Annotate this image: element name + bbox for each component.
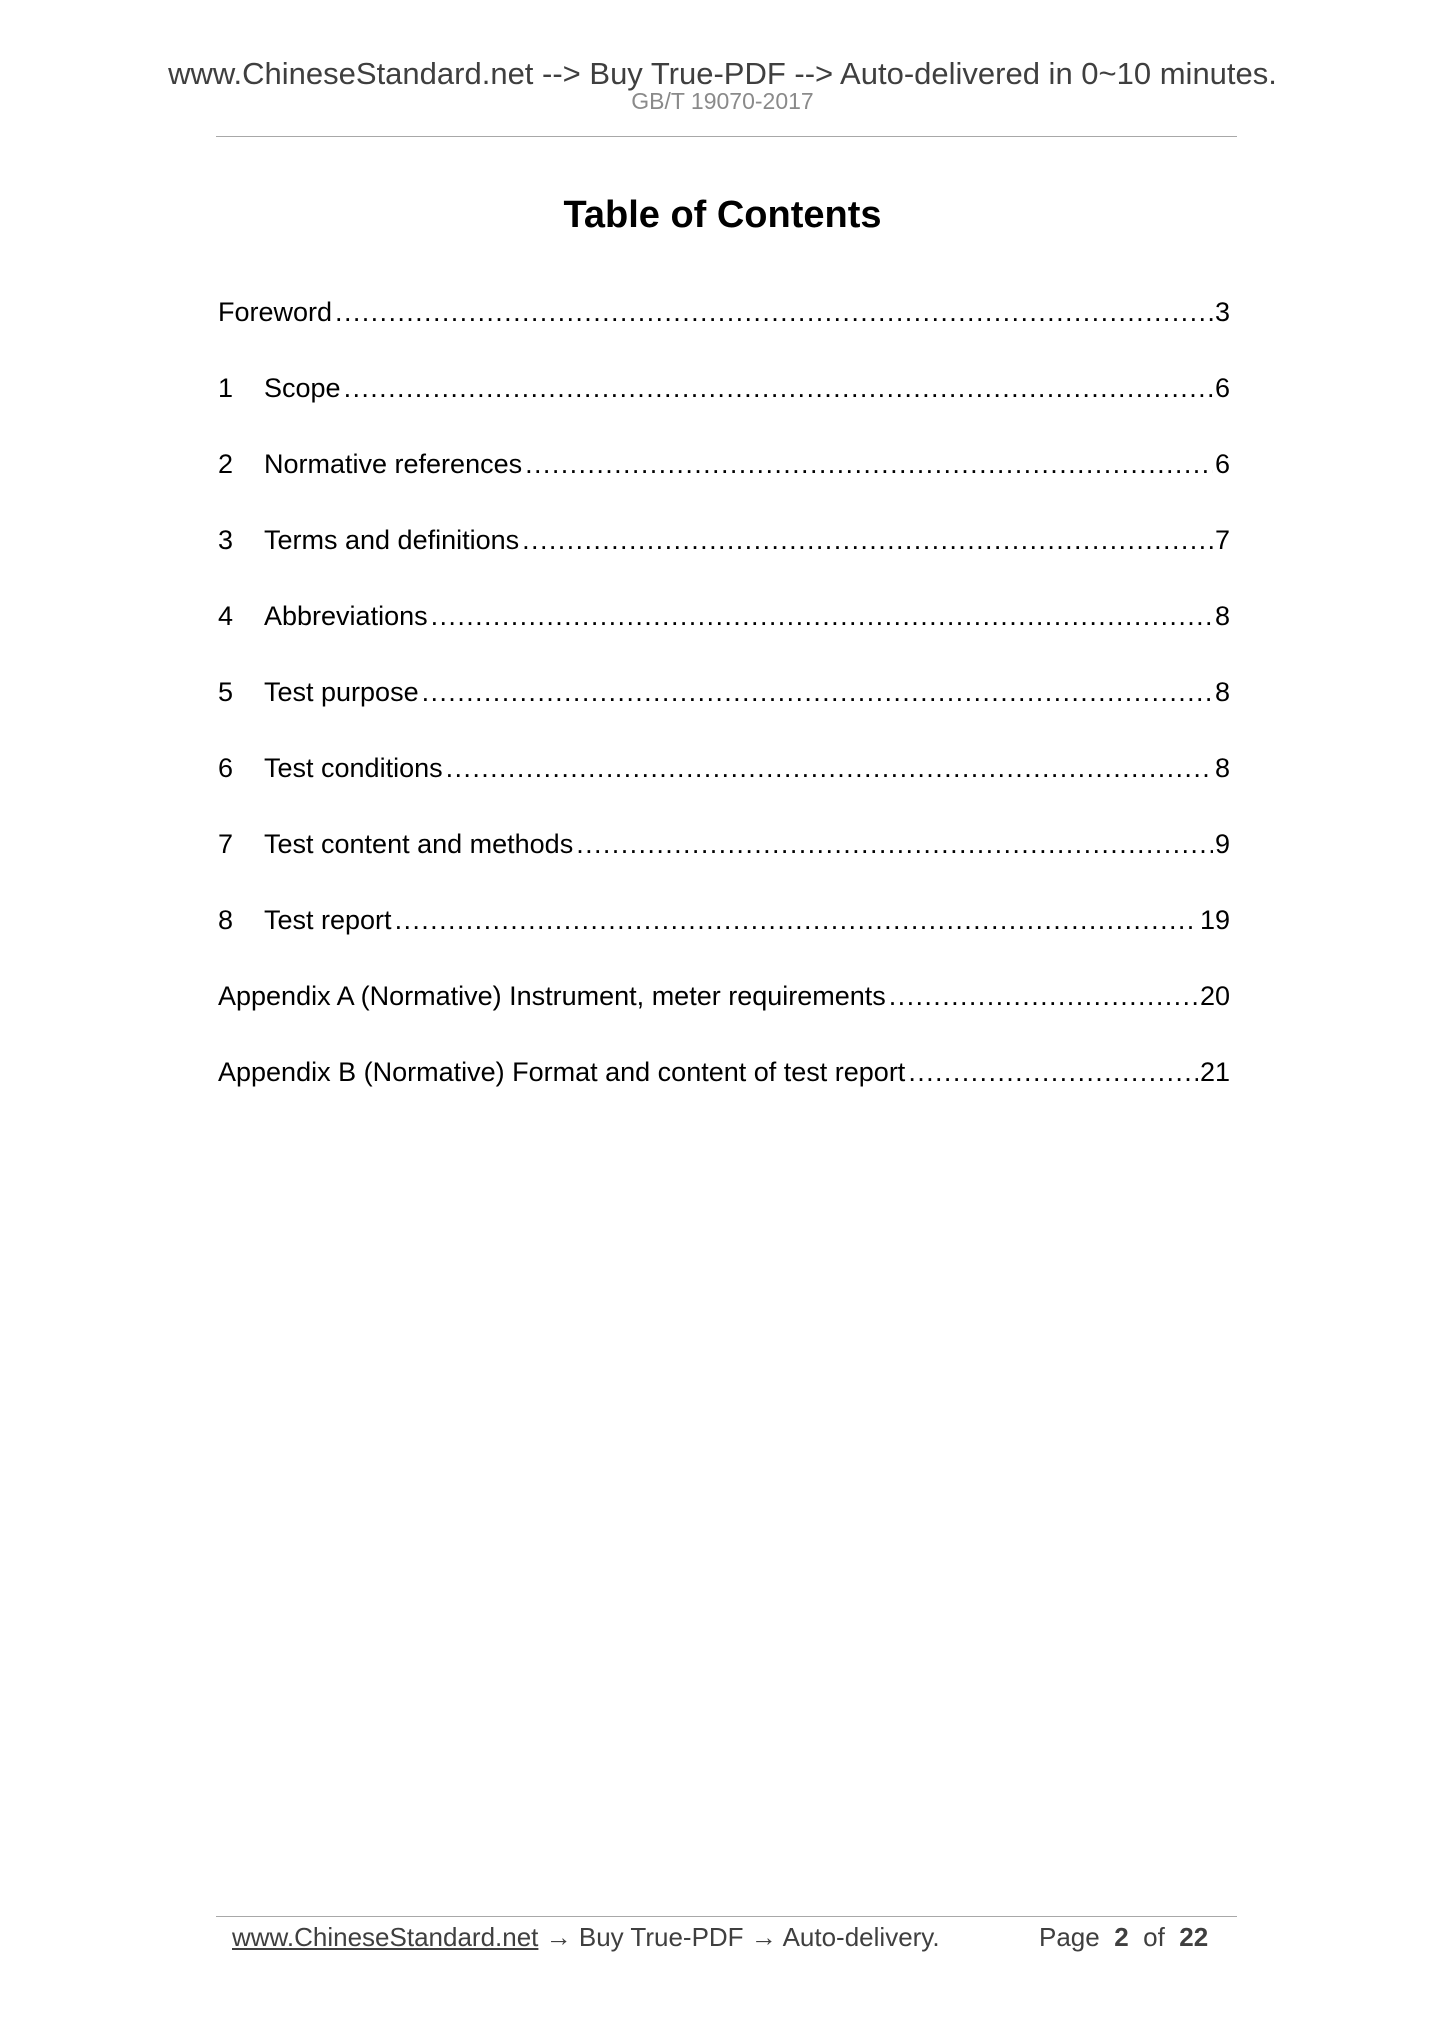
toc-entry-page: 20 <box>1199 981 1230 1011</box>
toc-entry-test-purpose[interactable] <box>218 676 1230 752</box>
toc-leader-dots <box>422 676 1213 708</box>
page-title: Table of Contents <box>563 194 882 236</box>
toc-entry-number: 8 <box>218 905 234 935</box>
toc-leader-dots <box>335 296 1213 328</box>
toc-entry-page: 3 <box>1214 297 1230 327</box>
toc-entry-number: 3 <box>218 525 234 555</box>
page-footer <box>232 1922 1212 1953</box>
toc-entry-number: 6 <box>218 753 234 783</box>
page-number-indicator <box>1039 1922 1208 1953</box>
toc-leader-dots <box>431 600 1213 632</box>
toc-entry-number: 2 <box>218 449 234 479</box>
footer-divider <box>216 1916 1237 1917</box>
toc-leader-dots <box>525 448 1213 480</box>
toc-entry-label: Abbreviations <box>264 601 428 631</box>
page-of-label: of <box>1143 1922 1165 1952</box>
toc-entry-number: 1 <box>218 373 234 403</box>
toc-entry-label: Appendix B (Normative) Format and content of test report <box>218 1057 906 1087</box>
toc-leader-dots <box>522 524 1213 556</box>
toc-leader-dots <box>908 1056 1198 1088</box>
toc-entry-normative-references[interactable] <box>218 448 1230 524</box>
toc-entry-page: 6 <box>1214 449 1230 479</box>
toc-entry-label: Appendix A (Normative) Instrument, meter requirements <box>218 981 886 1011</box>
toc-entry-test-report[interactable] <box>218 904 1230 980</box>
toc-entry-number: 7 <box>218 829 234 859</box>
toc-entry-number: 4 <box>218 601 234 631</box>
toc-entry-page: 8 <box>1214 677 1230 707</box>
toc-entry-abbreviations[interactable] <box>218 600 1230 676</box>
toc-leader-dots <box>344 372 1213 404</box>
footer-tagline: → Buy True-PDF → Auto-delivery. <box>538 1922 940 1952</box>
toc-entry-page: 8 <box>1214 601 1230 631</box>
toc-entry-terms-and-definitions[interactable] <box>218 524 1230 600</box>
toc-entry-foreword[interactable] <box>218 296 1230 372</box>
toc-entry-page: 6 <box>1214 373 1230 403</box>
header-divider <box>216 136 1237 137</box>
header-banner: www.ChineseStandard.net --> Buy True-PDF --> Auto-delivered in 0~10 minutes. <box>168 56 1277 91</box>
toc-entry-label: Scope <box>264 373 341 403</box>
toc-entry-label: Terms and definitions <box>264 525 520 555</box>
toc-entry-label: Normative references <box>264 449 523 479</box>
toc-entry-test-conditions[interactable] <box>218 752 1230 828</box>
toc-entry-page: 8 <box>1214 753 1230 783</box>
toc-entry-label: Foreword <box>218 297 333 327</box>
toc-entry-label: Test report <box>264 905 392 935</box>
toc-entry-label: Test conditions <box>264 753 443 783</box>
current-page-number: 2 <box>1114 1922 1129 1952</box>
toc-entry-page: 7 <box>1214 525 1230 555</box>
toc-leader-dots <box>446 752 1213 784</box>
toc-entry-label: Test purpose <box>264 677 419 707</box>
toc-entry-page: 21 <box>1199 1057 1230 1087</box>
toc-entry-page: 19 <box>1199 905 1230 935</box>
total-pages-number: 22 <box>1179 1922 1209 1952</box>
footer-site-link[interactable]: www.ChineseStandard.net <box>232 1922 539 1952</box>
toc-entry-appendix-a[interactable] <box>218 980 1230 1056</box>
toc-entry-number: 5 <box>218 677 234 707</box>
toc-entry-appendix-b[interactable] <box>218 1056 1230 1132</box>
toc-entry-scope[interactable] <box>218 372 1230 448</box>
toc-leader-dots <box>395 904 1198 936</box>
table-of-contents <box>218 296 1230 1132</box>
toc-leader-dots <box>576 828 1213 860</box>
toc-leader-dots <box>889 980 1198 1012</box>
toc-entry-label: Test content and methods <box>264 829 574 859</box>
document-code: GB/T 19070-2017 <box>631 88 814 114</box>
toc-entry-test-content-and-methods[interactable] <box>218 828 1230 904</box>
toc-entry-page: 9 <box>1214 829 1230 859</box>
page-label: Page <box>1039 1922 1100 1952</box>
